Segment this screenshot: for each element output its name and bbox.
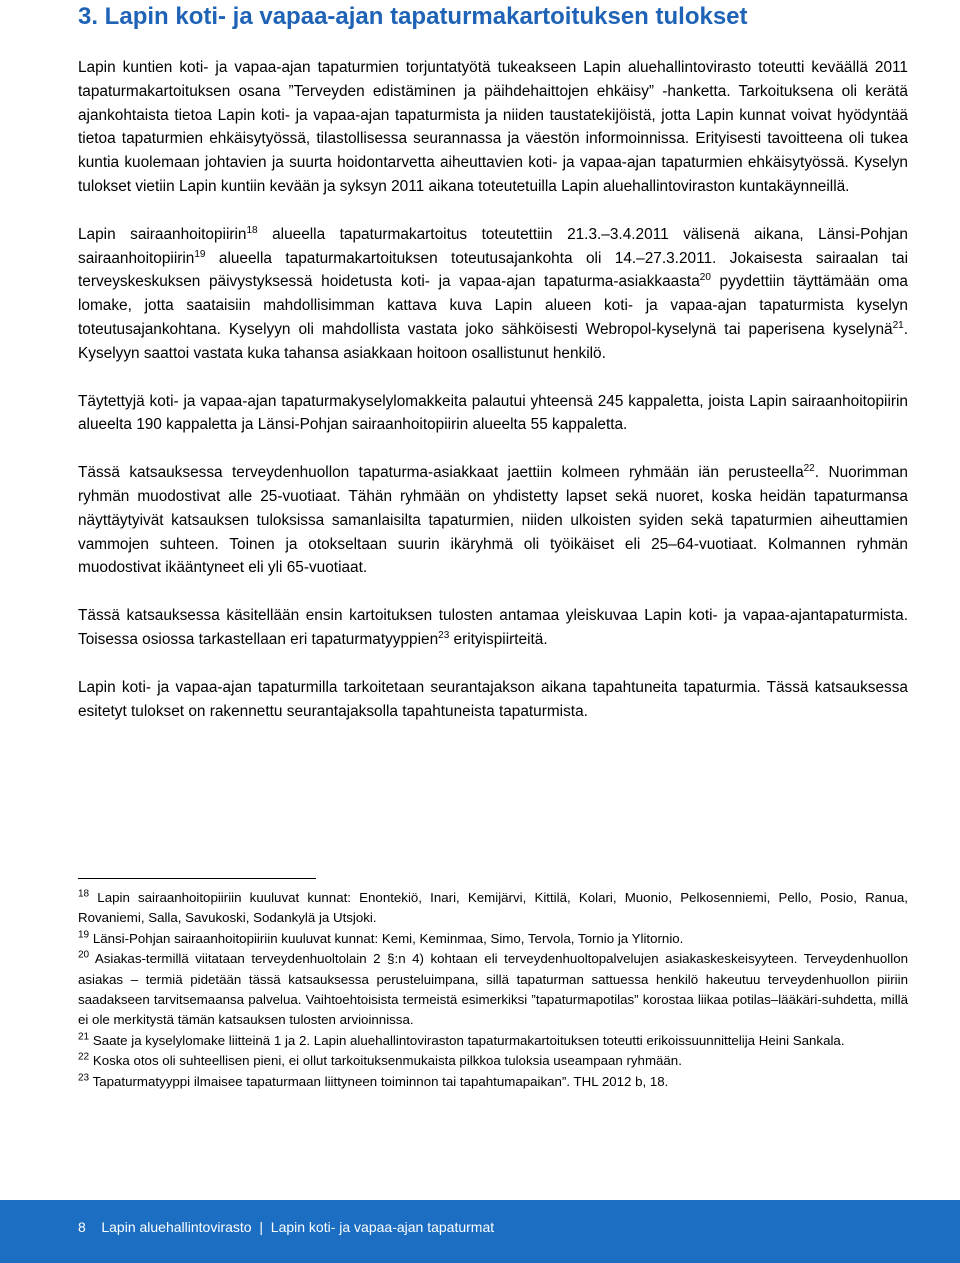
footnote-ref-21[interactable]: 21 (892, 319, 904, 331)
page-footer (0, 1200, 960, 1263)
page-heading: 3. Lapin koti- ja vapaa-ajan tapaturmakartoituksen tulokset (78, 3, 748, 30)
paragraph-age-groups: Tässä katsauksessa terveydenhuollon tapaturma-asiakkaat jaettiin kolmeen ryhmään iän perusteella$^{22}$. Nuorimman ryhmän muodostivat alle 25-vuotiaat. Tähän ryhmään on yhdistetty lapset sekä nuoret, koska heidän tapaturmansa näyttäytyivät katsauksen tuloksissa samanlaisilta tapaturmien, niiden ulkoisten syiden sekä tapaturmien aiheuttamien vammojen suhteen. Toinen ja otokseltaan suurin ikäryhmä oli työikäiset eli 25–64-vuotiaat. Kolmannen ryhmän muodostivat ikääntyneet eli yli 65-vuotiaat. (78, 463, 908, 577)
footnote-23: $^{23}$ Tapaturmatyyppi ilmaisee tapaturmaan liittyneen toiminnon tai tapahtumapaikan”. THL 2012 b, 18. (78, 1072, 669, 1089)
paragraph-definition: Lapin koti- ja vapaa-ajan tapaturmilla tarkoitetaan seurantajakson aikana tapahtuneita tapaturmia. Tässä katsauksessa esitetyt tulokset on rakennettu seurantajaksolla tapahtuneista tapaturmista. (78, 678, 908, 720)
page-number: 8 (78, 1219, 86, 1235)
footnote-18: $^{18}$ Lapin sairaanhoitopiiriin kuuluvat kunnat: Enontekiö, Inari, Kemijärvi, Kittilä, Kolari, Muonio, Pelkosenniemi, Pello, Posio, Ranua, Rovaniemi, Salla, Savukoski, Sodankylä ja Utsjoki. (78, 888, 908, 926)
footer-separator: | (259, 1219, 263, 1235)
footnote-ref-23[interactable]: 23 (438, 629, 450, 641)
paragraph-structure: Tässä katsauksessa käsitellään ensin kartoituksen tulosten antamaa yleiskuvaa Lapin koti- ja vapaa-ajantapaturmista. Toisessa osiossa tarkastellaan eri tapaturmatyyppien$^{23}$ erityispiirteitä. (78, 607, 908, 648)
footnote-20: $^{20}$ Asiakas-termillä viitataan terveydenhuoltolain 2 §:n 4) kohtaan eli terveydenhuoltopalvelujen asiakaskeskeisyyteen. Terveydenhuollon asiakas – termiä pidetään tässä katsauksessa perusteluimpana, sillä tapaturman sattuessa henkilö hakeutuu terveydenhuollon piiriin saadakseen tarvitsemaansa palvelua. Vaihtoehtoisista termeistä esimerkiksi ”tapaturmapotilas” korostaa liikaa potilas–lääkäri-suhdetta, millä ei ole merkitystä tämän katsauksen tulosten arvioinnissa. (78, 949, 908, 1028)
footnote-ref-18[interactable]: 18 (246, 224, 258, 236)
footer-organization: Lapin aluehallintovirasto (101, 1219, 252, 1235)
footnote-divider (78, 878, 316, 879)
footnote-list (78, 888, 908, 1092)
paragraph-intro: Lapin kuntien koti- ja vapaa-ajan tapaturmien torjuntatyötä tukeakseen Lapin aluehallintovirasto toteutti keväällä 2011 tapaturmakartoituksen osana ”Terveyden edistäminen ja päihdehaittojen ehkäisy” -hanketta. Tarkoituksena oli kerätä ajankohtaista tietoa Lapin koti- ja vapaa-ajan tapaturmista ja niiden taustatekijöistä, jotta Lapin kunnat voivat hyödyntää tietoa tapaturmien ehkäisytyössä, tilastollisessa seurannassa ja väestön informoinnissa. Erityisesti tavoitteena oli tukea kuntia kuolemaan johtavien ja suurta hoidontarvetta aiheuttavien koti- ja vapaa-ajan tapaturmien ehkäisytyössä. Kyselyn tulokset vietiin Lapin kuntiin kevään ja syksyn 2011 aikana toteutetuilla Lapin aluehallintoviraston kuntakäynneillä. (78, 59, 908, 195)
body-text (78, 56, 908, 747)
footer-publication: Lapin koti- ja vapaa-ajan tapaturmat (270, 1219, 495, 1235)
footnote-ref-22[interactable]: 22 (803, 463, 815, 475)
footnote-21: $^{21}$ Saate ja kyselylomake liitteinä 1 ja 2. Lapin aluehallintoviraston tapaturmakartoituksen toteutti erikoissuunnittelija Heini Sankala. (78, 1031, 845, 1048)
paragraph-method: Lapin sairaanhoitopiirin$^{18}$ alueella tapaturmakartoitus toteutettiin 21.3.–3.4.2011 välisenä aikana, Länsi-Pohjan sairaanhoitopiirin$^{19}$ alueella tapaturmakartoituksen toteutusajankohta oli 14.–27.3.2011. Jokaisesta sairaalan tai terveyskeskuksen päivystyksessä hoidetusta koti- ja vapaa-ajan tapaturma-asiakkaasta$^{20}$ pyydettiin täyttämään oma lomake, jotta saataisiin mahdollisimman kattava kuva Lapin alueen koti- ja vapaa-ajan tapaturmista kyselyn toteutusajankohtana. Kyselyyn oli mahdollista vastata joko sähköisesti Webropol-kyselynä tai paperisena kyselynä$^{21}$. Kyselyyn saattoi vastata kuka tahansa asiakkaan hoitoon osallistunut henkilö. (78, 224, 908, 362)
footnote-ref-19[interactable]: 19 (194, 248, 206, 260)
paragraph-responses: Täytettyjä koti- ja vapaa-ajan tapaturmakyselylomakkeita palautui yhteensä 245 kappaletta, joista Lapin sairaanhoitopiirin alueelta 190 kappaletta ja Länsi-Pohjan sairaanhoitopiirin alueelta 55 kappaletta. (78, 392, 908, 434)
footnote-22: $^{22}$ Koska otos oli suhteellisen pieni, ei ollut tarkoituksenmukaista pilkkoa tuloksia useampaan ryhmään. (78, 1051, 682, 1069)
footer-text (78, 1217, 494, 1237)
footnote-ref-20[interactable]: 20 (699, 272, 711, 284)
footnote-19: $^{19}$ Länsi-Pohjan sairaanhoitopiiriin kuuluvat kunnat: Kemi, Keminmaa, Simo, Tervola, Tornio ja Ylitornio. (78, 929, 684, 946)
